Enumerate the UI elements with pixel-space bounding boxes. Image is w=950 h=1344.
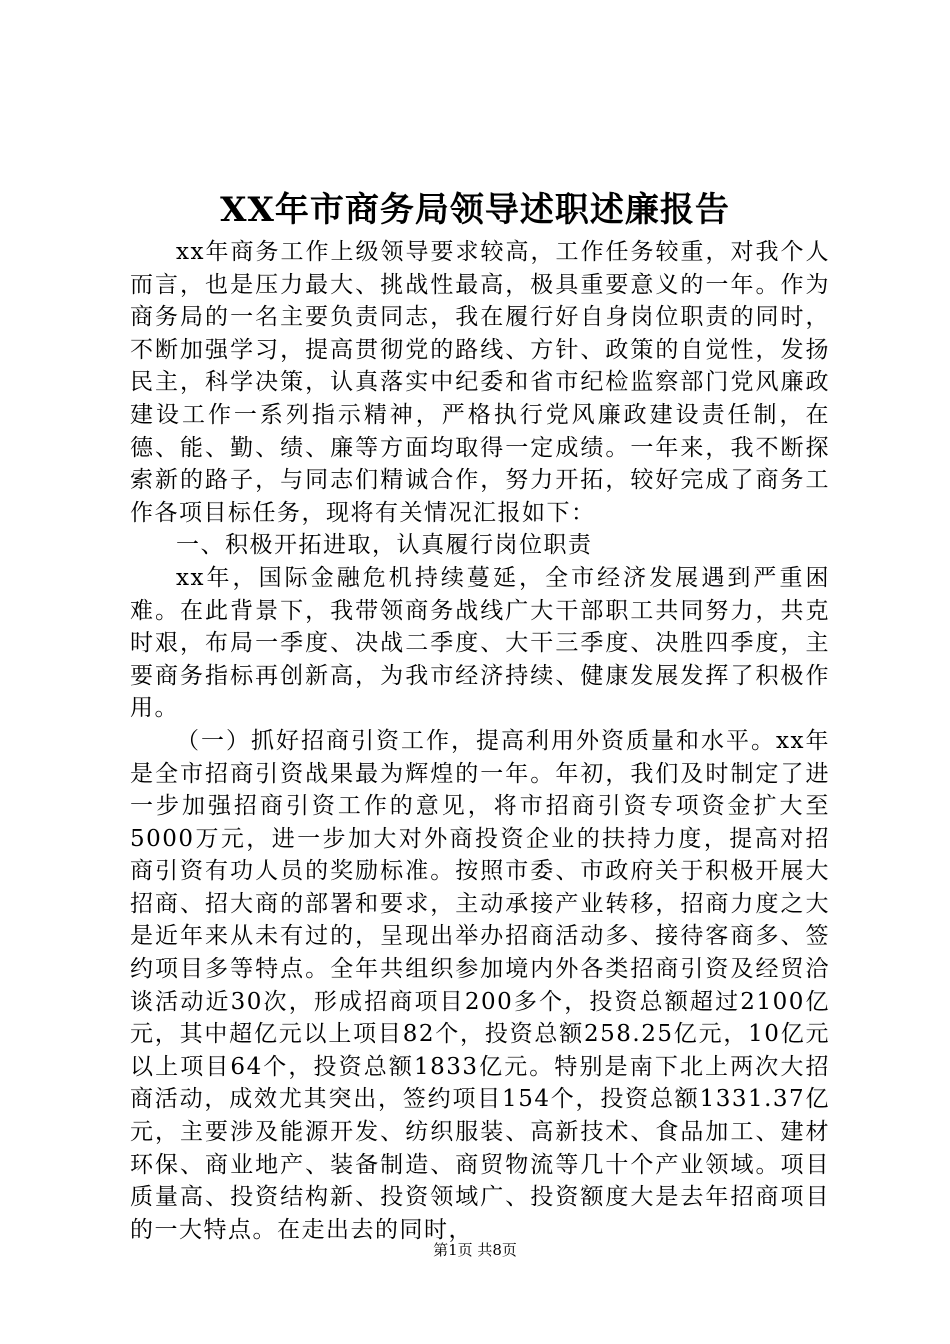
document-title: XX年市商务局领导述职述廉报告 [220,190,730,230]
paragraph-investment: （一）抓好招商引资工作，提高利用外资质量和水平。xx年是全市招商引资战果最为辉煌的一年。年初，我们及时制定了进一步加强招商引资工作的意见，将市招商引资专项资金扩大至5000万元，进一步加大对外商投资企业的扶持力度，提高对招商引资有功人员的奖励标准。按照市委、市政府关于积极开展大招商、招大商的部署和要求，主动承接产业转移，招商力度之大是近年来从未有过的，呈现出举办招商活动多、接待客商多、签约项目多等特点。全年共组织参加境内外各类招商引资及经贸洽谈活动近30次，形成招商项目200多个，投资总额超过2100亿元，其中超亿元以上项目82个，投资总额258.25亿元，10亿元以上项目64个，投资总额1833亿元。特别是南下北上两次大招商活动，成效尤其突出，签约项目154个，投资总额1331.37亿元，主要涉及能源开发、纺织服装、高新技术、食品加工、建材环保、商业地产、装备制造、商贸物流等几十个产业领域。项目质量高、投资结构新、投资领域广、投资额度大是去年招商项目的一大特点。在走出去的同时， [130,727,830,1243]
section-heading-1: 一、积极开拓进取，认真履行岗位职责 [176,532,593,559]
document-body [130,236,830,1246]
paragraph-background: xx年，国际金融危机持续蔓延，全市经济发展遇到严重困难。在此背景下，我带领商务战线广大干部职工共同努力，共克时艰，布局一季度、决战二季度、大干三季度、决胜四季度，主要商务指标再创新高，为我市经济持续、健康发展发挥了积极作用。 [130,564,830,722]
page-number-footer: 第1页 共8页 [433,1241,517,1259]
paragraph-intro: xx年商务工作上级领导要求较高，工作任务较重，对我个人而言，也是压力最大、挑战性最高，极具重要意义的一年。作为商务局的一名主要负责同志，我在履行好自身岗位职责的同时，不断加强学习，提高贯彻党的路线、方针、政策的自觉性，发扬民主，科学决策，认真落实中纪委和省市纪检监察部门党风廉政建设工作一系列指示精神，严格执行党风廉政建设责任制，在德、能、勤、绩、廉等方面均取得一定成绩。一年来，我不断探索新的路子，与同志们精诚合作，努力开拓，较好完成了商务工作各项目标任务，现将有关情况汇报如下： [130,239,830,526]
